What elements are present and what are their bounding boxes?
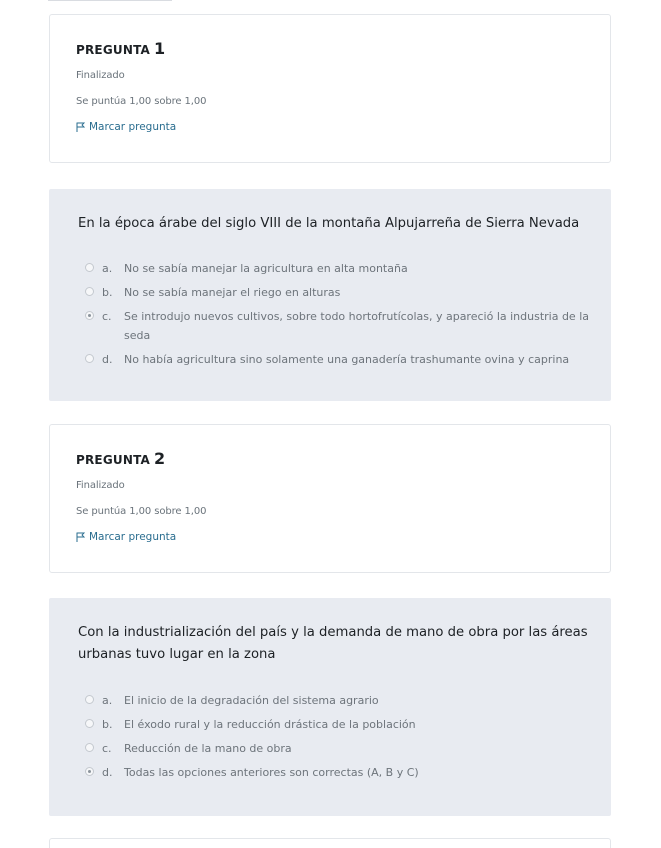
radio-icon[interactable] xyxy=(85,354,94,363)
question-number: 1 xyxy=(154,39,166,58)
question-info-card-1 xyxy=(49,14,611,163)
answer-letter: b. xyxy=(102,286,113,299)
answer-text: No se sabía manejar el riego en alturas xyxy=(124,286,341,299)
next-question-card-edge xyxy=(49,838,611,848)
question-heading-word: PREGUNTA xyxy=(76,43,151,57)
answer-text: Todas las opciones anteriores son correctas (A, B y C) xyxy=(124,766,419,779)
question-text: En la época árabe del siglo VIII de la montaña Alpujarreña de Sierra Nevada xyxy=(78,216,580,231)
question-info-card-2 xyxy=(49,424,611,573)
question-text: Con la industrialización del país y la demanda de mano de obra por las áreas urbanas tuvo lugar en la zona xyxy=(78,625,588,662)
answer-text: El éxodo rural y la reducción drástica de la población xyxy=(124,718,416,731)
radio-icon[interactable] xyxy=(85,695,94,704)
question-content-card-1 xyxy=(49,189,611,401)
radio-icon[interactable] xyxy=(85,287,94,296)
question-content-card-2 xyxy=(49,598,611,816)
answer-text: No había agricultura sino solamente una ganadería trashumante ovina y caprina xyxy=(124,353,570,366)
radio-icon[interactable] xyxy=(85,767,94,776)
question-state: Finalizado xyxy=(76,70,125,81)
question-state: Finalizado xyxy=(76,480,125,491)
flag-icon xyxy=(76,122,85,132)
flag-question-label: Marcar pregunta xyxy=(89,531,177,543)
radio-icon[interactable] xyxy=(85,263,94,272)
answer-letter: a. xyxy=(102,262,113,275)
answer-letter: c. xyxy=(102,742,112,755)
answer-letter: d. xyxy=(102,766,113,779)
previous-card-edge xyxy=(48,0,172,2)
answer-letter: a. xyxy=(102,694,113,707)
answer-letter: c. xyxy=(102,310,112,323)
flag-icon xyxy=(76,532,85,542)
answer-text: No se sabía manejar la agricultura en alta montaña xyxy=(124,262,408,275)
flag-question-link[interactable] xyxy=(76,121,176,133)
radio-icon[interactable] xyxy=(85,719,94,728)
answer-letter: b. xyxy=(102,718,113,731)
answer-text: El inicio de la degradación del sistema agrario xyxy=(124,694,379,707)
radio-icon[interactable] xyxy=(85,743,94,752)
question-grade: Se puntúa 1,00 sobre 1,00 xyxy=(76,506,207,517)
flag-question-link[interactable] xyxy=(76,531,176,543)
question-heading-1 xyxy=(76,39,165,58)
answer-letter: d. xyxy=(102,353,113,366)
question-grade: Se puntúa 1,00 sobre 1,00 xyxy=(76,96,207,107)
flag-question-label: Marcar pregunta xyxy=(89,121,177,133)
question-heading-word: PREGUNTA xyxy=(76,453,151,467)
answer-text: Se introdujo nuevos cultivos, sobre todo hortofrutícolas, y apareció la industria de la seda xyxy=(124,310,589,342)
radio-icon[interactable] xyxy=(85,311,94,320)
question-heading-2 xyxy=(76,449,165,468)
answer-text: Reducción de la mano de obra xyxy=(124,742,292,755)
question-number: 2 xyxy=(154,449,166,468)
